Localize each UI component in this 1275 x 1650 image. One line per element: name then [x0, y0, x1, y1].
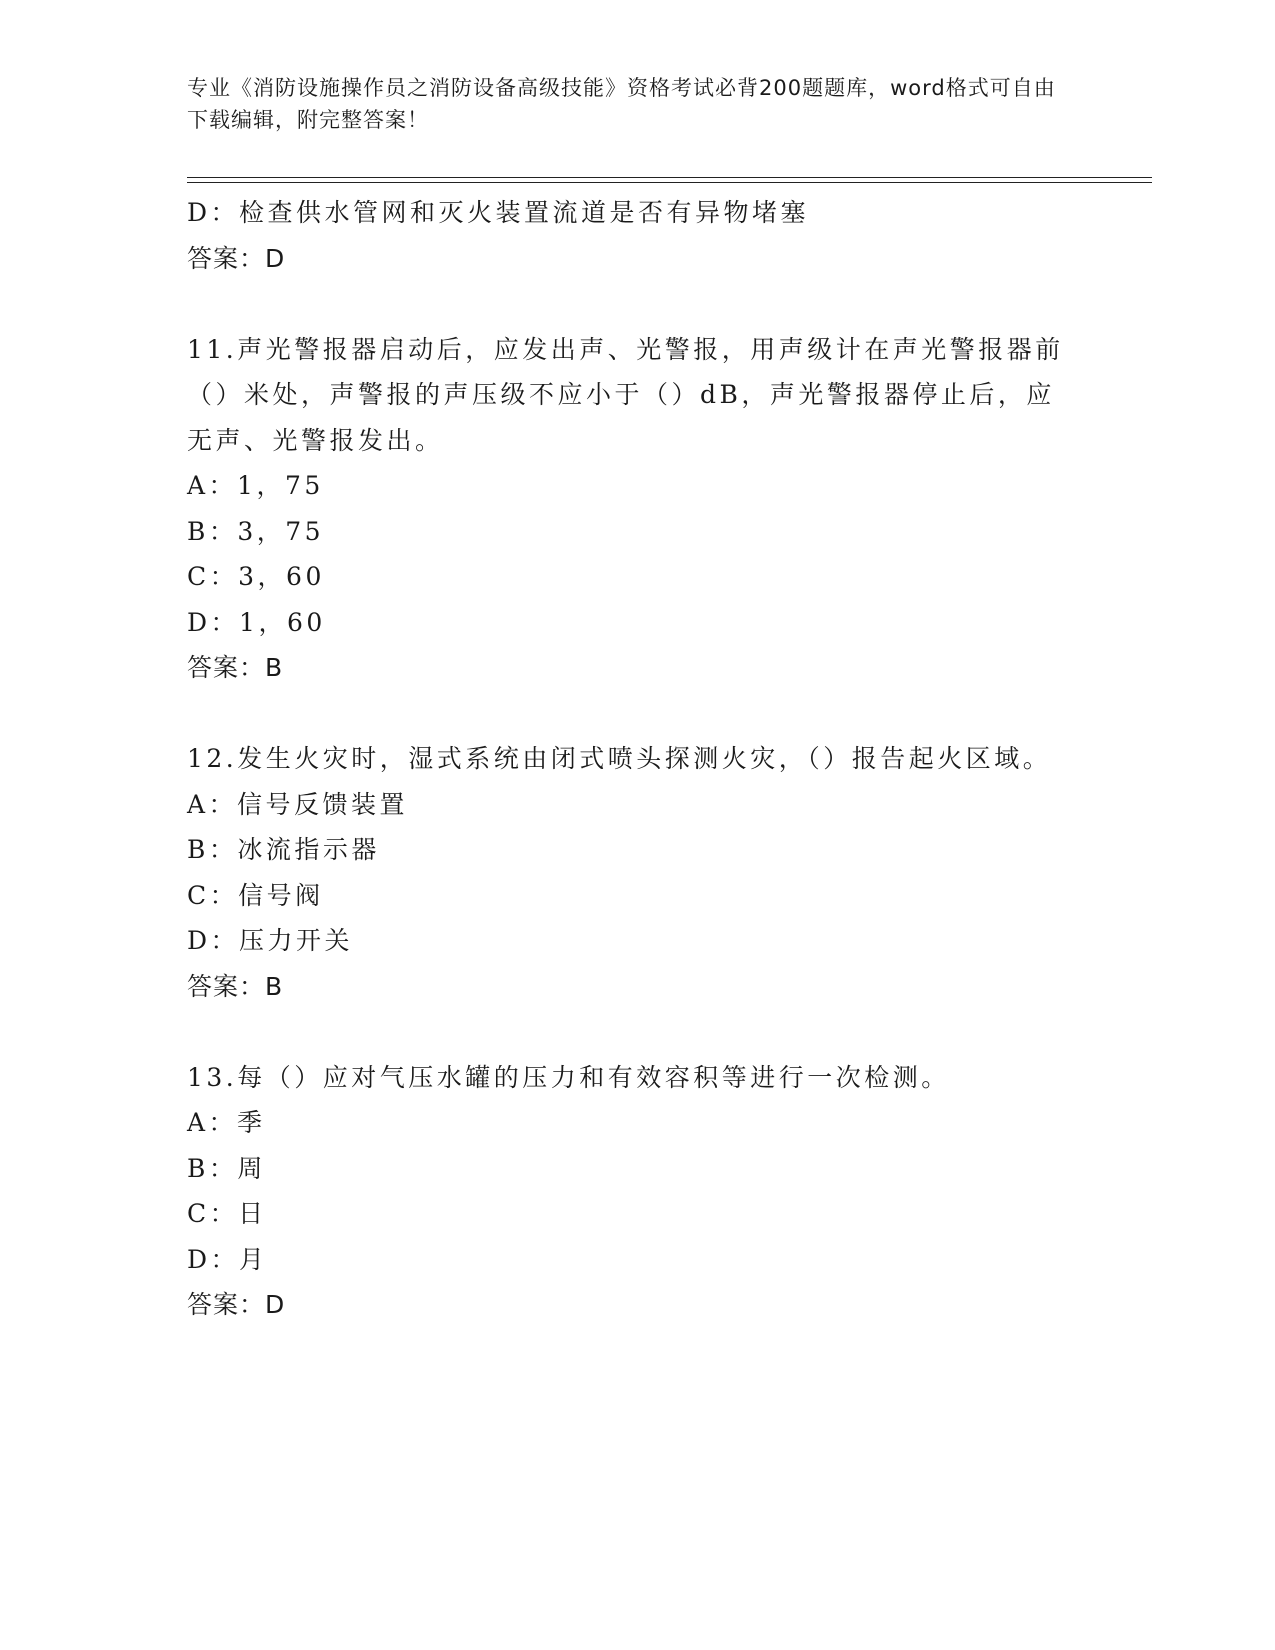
- question-12: [187, 736, 1087, 1009]
- spacer: [187, 281, 1087, 327]
- question-text: 11.声光警报器启动后，应发出声、光警报，用声级计在声光警报器前（）米处，声警报的声压级不应小于（）dB，声光警报器停止后，应无声、光警报发出。: [187, 334, 1064, 455]
- question-text: 13.每（）应对气压水罐的压力和有效容积等进行一次检测。: [187, 1062, 950, 1092]
- answer-line: 答案：D: [187, 243, 286, 273]
- spacer: [187, 691, 1087, 737]
- option-c: C：日: [187, 1199, 267, 1228]
- question-list: [187, 190, 1087, 1328]
- header-divider-top: [187, 177, 1152, 178]
- option-c: C：信号阀: [187, 880, 324, 910]
- option-d: D：检查供水管网和灭火装置流道是否有异物堵塞: [187, 198, 810, 227]
- answer-line: 答案：B: [187, 971, 284, 1001]
- option-b: B：3，75: [187, 516, 325, 546]
- option-a: A：1，75: [187, 471, 324, 500]
- question-13: [187, 1055, 1087, 1328]
- header-divider-bottom: [187, 182, 1152, 183]
- answer-line: 答案：D: [187, 1290, 286, 1319]
- option-a: A：信号反馈装置: [187, 789, 409, 819]
- spacer: [187, 1009, 1087, 1055]
- option-b: B：冰流指示器: [187, 835, 380, 864]
- question-text: 12.发生火灾时，湿式系统由闭式喷头探测火灾，（）报告起火区域。: [187, 744, 1052, 773]
- option-d: D：月: [187, 1244, 268, 1274]
- option-d: D：1，60: [187, 607, 326, 637]
- document-header: 专业《消防设施操作员之消防设备高级技能》资格考试必背200题题库，word格式可自由下载编辑，附完整答案！: [187, 76, 1056, 132]
- option-b: B：周: [187, 1153, 266, 1183]
- option-c: C：3，60: [187, 562, 325, 591]
- option-d: D：压力开关: [187, 926, 354, 955]
- question-11: [187, 327, 1087, 691]
- question-10-tail: [187, 190, 1087, 281]
- answer-line: 答案：B: [187, 653, 284, 682]
- option-a: A：季: [187, 1108, 266, 1137]
